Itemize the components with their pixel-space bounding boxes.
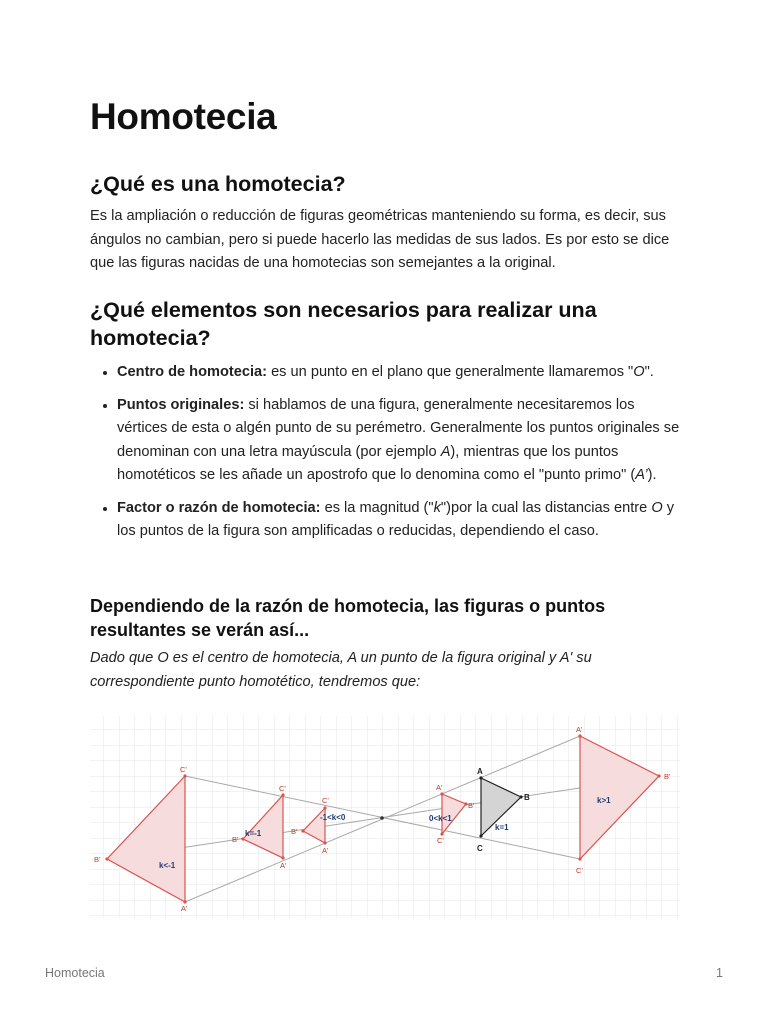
label-a3: A': [322, 846, 329, 855]
label-a4: A': [436, 783, 443, 792]
k-label-eq-neg1: k=-1: [245, 829, 262, 838]
section-heading: Dependiendo de la razón de homotecia, las figuras o puntos resultantes se verán así...: [90, 596, 606, 640]
footer-title: Homotecia: [45, 966, 105, 980]
k-label-eq-1: k=1: [495, 823, 509, 832]
list-item-term: Puntos originales:: [117, 396, 245, 413]
k-label-0-1: 0<k<1: [429, 814, 452, 823]
label-b6: B': [664, 772, 671, 781]
homothety-figure: [90, 716, 680, 918]
list-item: • Centro de homotecia: es un punto en el plano que generalmente llamaremos "O".: [117, 361, 680, 385]
label-b2: B': [232, 835, 239, 844]
label-c: C: [477, 844, 483, 853]
label-a1: A': [181, 904, 188, 913]
label-c4: C': [437, 836, 444, 845]
label-c2: C': [279, 784, 286, 793]
label-b: B: [524, 793, 530, 802]
k-label-gt-1: k>1: [597, 796, 611, 805]
label-c6: C': [576, 866, 583, 875]
label-b3: B': [291, 827, 298, 836]
section-intro: Dado que O es el centro de homotecia, A un punto de la figura original y A' su correspondiente punto homotético, tendremos que:: [90, 650, 592, 690]
list-item: • Puntos originales: si hablamos de una figura, generalmente necesitaremos los vértices de esta o algén punto de su perémetro. Generalmente los puntos originales se denominan con una letra mayúscula (por ejemplo A), mientras que los puntos homotéticos se les añade un apostrofo que lo denomina como el "punto primo" (A’).: [117, 394, 680, 488]
center-point-o: [380, 816, 384, 820]
section-elements: [90, 296, 680, 553]
section-ratio-cases: [90, 594, 680, 694]
label-c1: C': [180, 765, 187, 774]
homothety-diagram: [90, 716, 680, 918]
section-heading: ¿Qué elementos son necesarios para realizar una homotecia?: [90, 298, 597, 350]
list-item-term: Centro de homotecia:: [117, 364, 268, 380]
k-label-lt-neg1: k<-1: [159, 861, 176, 870]
list-item-term: Factor o razón de homotecia:: [117, 499, 321, 516]
label-a2: A': [280, 861, 287, 870]
section-what-is: [90, 170, 680, 276]
section-heading: ¿Qué es una homotecia?: [90, 172, 346, 196]
label-b4: B': [468, 801, 475, 810]
k-label-neg1-0: -1<k<0: [320, 813, 346, 822]
label-b1: B': [94, 855, 101, 864]
label-a: A: [477, 767, 483, 776]
elements-list: [90, 361, 680, 544]
page-number: 1: [716, 966, 723, 980]
section-paragraph: Es la ampliación o reducción de figuras geométricas manteniendo su forma, es decir, sus ángulos no cambian, pero si puede hacerlo las medidas de sus lados. Es por esto se dice que las figuras nacidas de una homotecias son semejantes a la original.: [90, 208, 670, 271]
label-c3: C': [322, 796, 329, 805]
page-title: Homotecia: [90, 96, 277, 137]
label-a6: A': [576, 725, 583, 734]
list-item: • Factor o razón de homotecia: es la magnitud ("k")por la cual las distancias entre O y los puntos de la figura son amplificadas o reducidas, dependiendo el caso.: [117, 497, 680, 544]
